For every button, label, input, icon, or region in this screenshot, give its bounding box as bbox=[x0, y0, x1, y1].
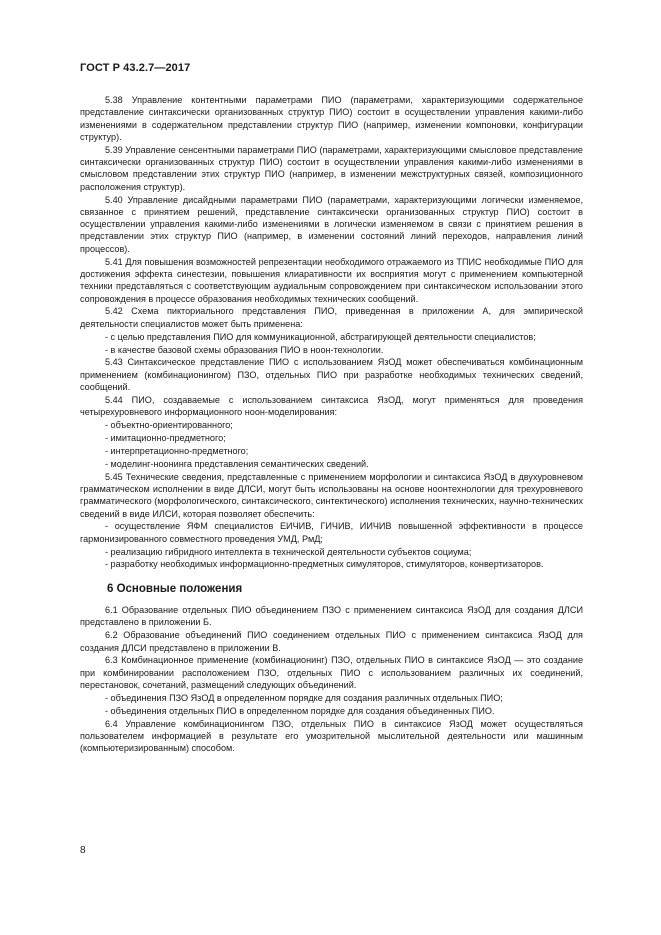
paragraph: 5.45 Технические сведения, представленные с применением морфологии и синтаксиса ЯзОД в двухуровневом грамматическом исполнении в виде ДЛСИ, могут быть использованы на основе ноонтехнологии для трехуровневого грамматического (морфологического, синтаксического, синтектического) исполнения технических, научно-технических сведений в виде ИЛСИ, которая позволяет обеспечить: bbox=[80, 471, 583, 519]
list-item: - объектно-ориентированного; bbox=[105, 420, 233, 431]
paragraph: 6.3 Комбинационное применение (комбинационинг) ПЗО, отдельных ПИО в синтаксисе ЯзОД — это создание при комбинировании расположением ПЗО, отдельных ПИО с использованием различных их соединений, перестановок, сочетаний, размещений следующих объединений. bbox=[80, 655, 583, 691]
page-number: 8 bbox=[80, 845, 86, 856]
list-item: - реализацию гибридного интеллекта в технической деятельности субъектов социума; bbox=[105, 546, 472, 557]
list-item: - в качестве базовой схемы образования ПИО в ноон-технологии. bbox=[105, 344, 384, 355]
paragraph: 5.43 Синтаксическое представление ПИО с использованием ЯзОД может обеспечиваться комбинационным применением (комбинационингом) ПЗО, отдельных ПИО при разработке необходимых технических сведений, сообщений. bbox=[80, 357, 583, 392]
paragraph: 5.38 Управление контентными параметрами ПИО (параметрами, характеризующими содержательное представление синтаксически организованных структур ПИО) состоит в осуществлении управления какими-либо изменениями в содержательном представлении структур ПИО (например, изменении компоновки, конфигурации структур). bbox=[80, 95, 583, 142]
paragraph: 5.39 Управление сенсентными параметрами ПИО (параметрами, характеризующими смысловое представление синтаксически организованных структур ПИО) состоит в осуществлении управления какими-либо изменениями в смысловом представлении этих структур ПИО (например, в изменении межструктурных связей, композиционного расположения структур). bbox=[80, 144, 583, 192]
paragraph: 5.42 Схема пикториального представления ПИО, приведенная в приложении А, для эмпирической деятельности специалистов может быть применена: bbox=[80, 306, 583, 329]
paragraph: 5.41 Для повышения возможностей репрезентации необходимого отражаемого из ТПИС необходимые ПИО для достижения эффекта синестезии, повышения клиаративности их восприятия могут с применением компьютерной техники представляться с соответствующим аудиальным сопровождением при синтаксическом использовании этого сопровождения в процессе образования необходимых технических сообщений. bbox=[80, 256, 583, 304]
section-heading: 6 Основные положения bbox=[107, 582, 243, 595]
list-item: - имитационно-предметного; bbox=[105, 432, 226, 443]
paragraph: 5.44 ПИО, создаваемые с использованием синтаксиса ЯзОД, могут применяться для проведения четырехуровневого информационного ноон-моделирования: bbox=[80, 394, 583, 418]
paragraph: 6.2 Образование объединений ПИО соединением отдельных ПИО с применением синтаксиса ЯзОД для создания ДЛСИ представлено в приложении В. bbox=[80, 630, 583, 653]
list-item: - с целью представления ПИО для коммуникационной, абстрагирующей деятельности специалистов; bbox=[105, 331, 536, 342]
paragraph: 6.1 Образование отдельных ПИО объединением ПЗО с применением синтаксиса ЯзОД для создания ДЛСИ представлено в приложении Б. bbox=[80, 605, 583, 628]
document-body bbox=[80, 94, 583, 755]
list-item: - объединения ПЗО ЯзОД в определенном порядке для создания различных отдельных ПИО; bbox=[105, 692, 503, 703]
list-item: - разработку необходимых информационно-предметных симуляторов, стимуляторов, конвертизаторов. bbox=[105, 559, 544, 570]
paragraph: 5.40 Управление дисайдными параметрами ПИО (параметрами, характеризующими логически изменяемое, связанное с принятием решений, представление синтаксически организованных структур ПИО) состоит в осуществлении управления какими-либо изменениями в логически изменяемом в связи с принятием решения в представлении этих структур ПИО (например, в изменении состояний линий переходов, направления линий процессов). bbox=[80, 194, 583, 254]
list-item: - моделинг-ноонинга представления семантических сведений. bbox=[105, 458, 369, 469]
paragraph: 6.4 Управление комбинационингом ПЗО, отдельных ПИО в синтаксисе ЯзОД может осуществляться пользователем информацией в результате его умозрительной мыслительной деятельности или машинным (компьютеризированным) способом. bbox=[80, 718, 583, 754]
document-code-header: ГОСТ Р 43.2.7—2017 bbox=[80, 62, 191, 74]
list-item: - интерпретационно-предметного; bbox=[105, 445, 249, 456]
list-item: - осуществление ЯФМ специалистов ЕИЧИВ, ГИЧИВ, ИИЧИВ повышенной эффективности в процессе гармонизированного совместного проведения УМД, РмД; bbox=[80, 521, 583, 544]
list-item: - объединения отдельных ПИО в определенном порядке для создания объединенных ПИО. bbox=[105, 705, 495, 716]
